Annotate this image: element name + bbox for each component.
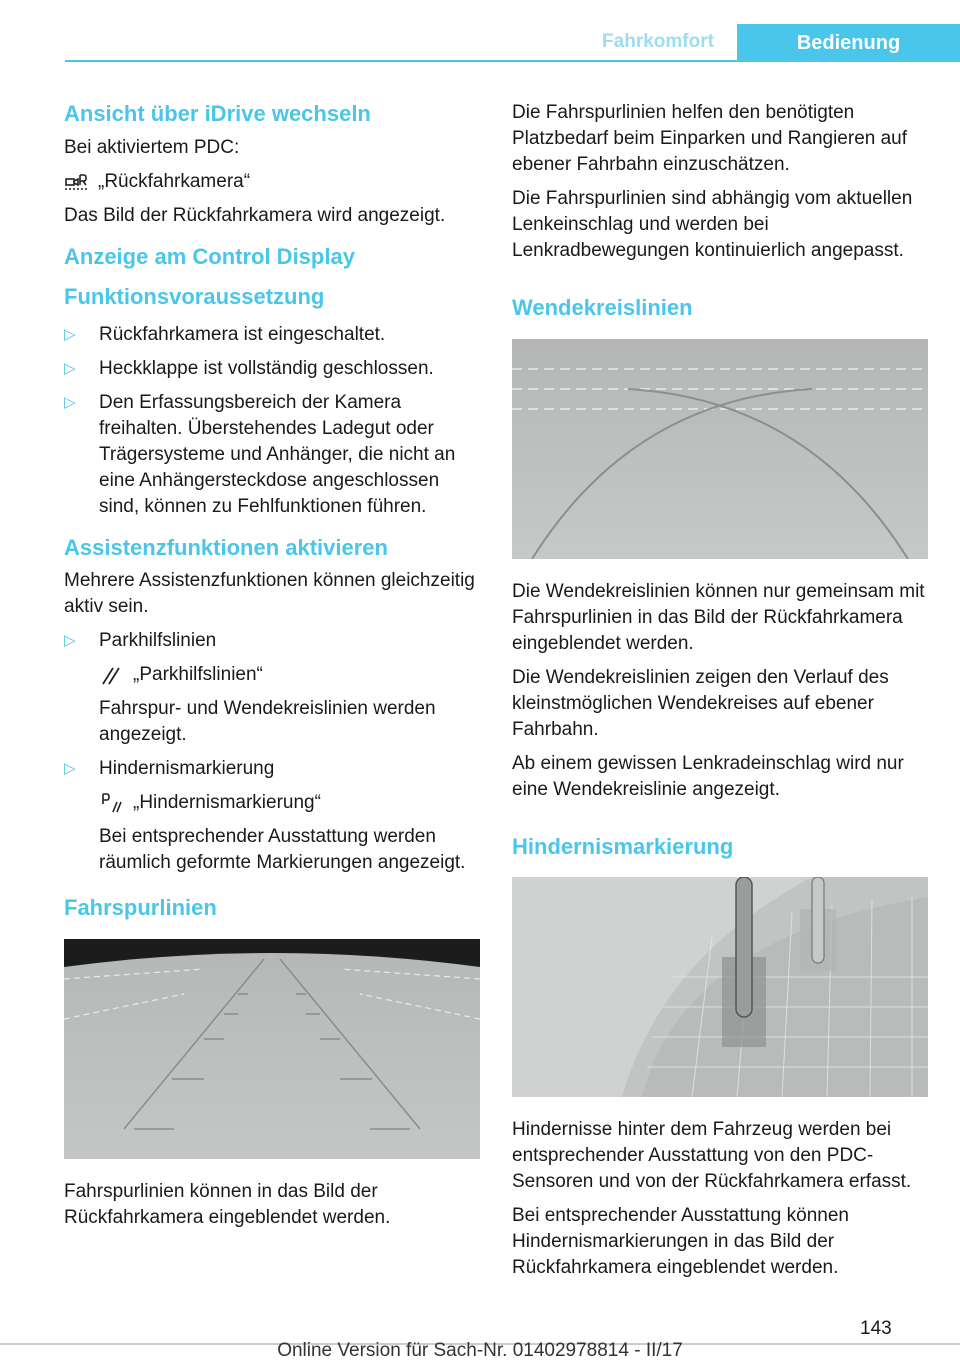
paragraph: Die Wendekreislinien können nur gemeinsam mit Fahrspurlinien in das Bild der Rückfahrkamera eingeblendet werden. [512, 580, 925, 654]
menu-label: „Rückfahrkamera“ [98, 170, 251, 192]
obstacle-marking-icon [99, 792, 123, 814]
assist-list [64, 628, 484, 876]
paragraph: Bei entsprechender Ausstattung können Hindernismarkierungen in das Bild der Rückfahrkamera eingeblendet werden. [512, 1205, 849, 1279]
list-item-desc: Bei entsprechender Ausstattung werden räumlich geformte Markierungen angezeigt. [99, 826, 466, 874]
parking-lines-icon [99, 664, 123, 686]
list-item-title: Hindernismarkierung [99, 758, 275, 780]
hindernismarkierung-image [512, 877, 928, 1097]
page-number: 143 [860, 1318, 892, 1339]
figure-caption: Fahrspurlinien können in das Bild der Rückfahrkamera eingeblendet werden. [64, 1180, 391, 1228]
list-item [64, 628, 484, 748]
bullet-triangle-icon: ▷ [64, 359, 76, 377]
menu-label: „Hindernismarkierung“ [133, 792, 321, 814]
paragraph: Die Wendekreislinien zeigen den Verlauf des kleinstmöglichen Wendekreises auf ebener Fahrbahn. [512, 666, 889, 740]
requirements-list [64, 322, 484, 520]
right-column [512, 100, 928, 1289]
bullet-triangle-icon: ▷ [64, 632, 76, 650]
header-section-tab: Fahrkomfort [602, 31, 714, 52]
paragraph: Mehrere Assistenzfunktionen können gleichzeitig aktiv sein. [64, 570, 475, 618]
list-item: ▷ Den Erfassungsbereich der Kamera freihalten. Überstehendes Ladegut oder Trägersysteme und Anhänger, die nicht an eine Anhängersteckdose angeschlossen sind, können zu Fehlfunktionen führen. [64, 391, 456, 517]
menu-line-rueckfahrkamera [64, 169, 484, 195]
fahrspurlinien-image [64, 939, 480, 1159]
bullet-triangle-icon: ▷ [64, 393, 76, 411]
paragraph: Die Fahrspurlinien helfen den benötigten Platzbedarf beim Einparken und Rangieren auf ebener Fahrbahn einzuschätzen. [512, 102, 908, 175]
footer-online-version: Online Version für Sach-Nr. 01402978814 - II/17 [277, 1340, 683, 1361]
paragraph: Ab einem gewissen Lenkradeinschlag wird nur eine Wendekreislinie angezeigt. [512, 752, 904, 800]
list-item: ▷ Rückfahrkamera ist eingeschaltet. [64, 322, 484, 348]
paragraph: Die Fahrspurlinien sind abhängig vom aktuellen Lenkeinschlag und werden bei Lenkradbewegungen kontinuierlich angepasst. [512, 188, 913, 261]
heading-hindernismarkierung: Hindernismarkierung [512, 833, 734, 859]
bullet-triangle-icon: ▷ [64, 760, 76, 778]
heading-ansicht-wechseln: Ansicht über iDrive wechseln [64, 101, 371, 126]
list-item: ▷ Heckklappe ist vollständig geschlossen. [64, 356, 484, 382]
rear-camera-icon [64, 171, 88, 193]
list-item [64, 756, 484, 876]
paragraph: Das Bild der Rückfahrkamera wird angezeigt. [64, 204, 446, 226]
paragraph: Bei aktiviertem PDC: [64, 136, 240, 158]
left-column [64, 100, 484, 1239]
wendekreislinien-image [512, 339, 928, 559]
paragraph: Hindernisse hinter dem Fahrzeug werden bei entsprechender Ausstattung von den PDC-Sensoren und von der Rückfahrkamera erfasst. [512, 1119, 912, 1193]
heading-assistenzfunktionen: Assistenzfunktionen aktivieren [64, 534, 388, 560]
menu-line-parkhilfslinien [99, 662, 484, 688]
menu-label: „Parkhilfslinien“ [133, 664, 263, 686]
list-item-title: Parkhilfslinien [99, 630, 217, 652]
heading-wendekreislinien: Wendekreislinien [512, 295, 693, 320]
header-chapter-tab: Bedienung [737, 24, 960, 62]
heading-funktionsvoraussetzung: Funktionsvoraussetzung [64, 284, 325, 310]
heading-anzeige-control-display: Anzeige am Control Display [64, 243, 355, 269]
bullet-triangle-icon: ▷ [64, 325, 76, 343]
menu-line-hindernismarkierung [99, 790, 484, 816]
heading-fahrspurlinien: Fahrspurlinien [64, 895, 217, 921]
list-item-desc: Fahrspur- und Wendekreislinien werden angezeigt. [99, 698, 436, 746]
